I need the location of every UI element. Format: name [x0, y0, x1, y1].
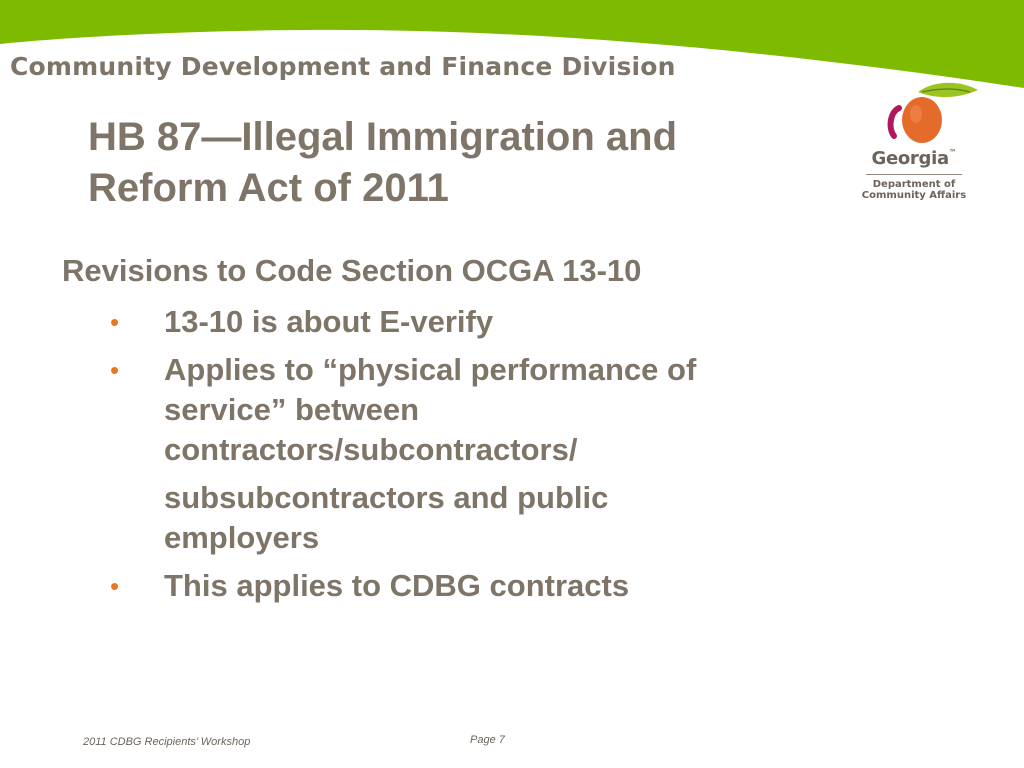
logo-georgia-text [852, 148, 976, 169]
bullet-line: contractors/subcontractors/ [164, 432, 578, 467]
logo-department-text [852, 179, 976, 201]
logo-department-line-1: Department of [872, 179, 956, 190]
bullet-dot-icon: • [110, 355, 120, 385]
bullet-line: 13-10 is about E-verify [164, 304, 494, 339]
bullet-dot-icon: • [110, 307, 120, 337]
georgia-dca-logo [852, 78, 976, 208]
footer-workshop-label: 2011 CDBG Recipients’ Workshop [83, 736, 251, 748]
bullet-text [164, 302, 824, 342]
footer-page-number: Page 7 [470, 734, 505, 746]
bullet-text [164, 566, 824, 606]
logo-divider [866, 174, 962, 175]
logo-trademark: ™ [948, 148, 957, 157]
section-heading: Revisions to Code Section OCGA 13-10 [62, 253, 642, 288]
bullet-line: service” between [164, 392, 420, 427]
bullet-dot-icon: • [110, 571, 120, 601]
slide-title [88, 112, 808, 214]
division-header: Community Development and Finance Division [10, 52, 676, 81]
logo-state-name: Georgia [871, 148, 949, 169]
logo-department-line-2: Community Affairs [861, 190, 967, 201]
slide-title-line-2: Reform Act of 2011 [88, 166, 449, 210]
bullet-line: subsubcontractors and public [164, 480, 609, 515]
peach-icon [882, 78, 978, 148]
bullet-line: This applies to CDBG contracts [164, 568, 630, 603]
slide-title-line-1: HB 87—Illegal Immigration and [88, 115, 678, 159]
bullet-line: Applies to “physical performance of [164, 352, 697, 387]
bullet-line: employers [164, 520, 320, 555]
bullet-text [164, 350, 824, 558]
